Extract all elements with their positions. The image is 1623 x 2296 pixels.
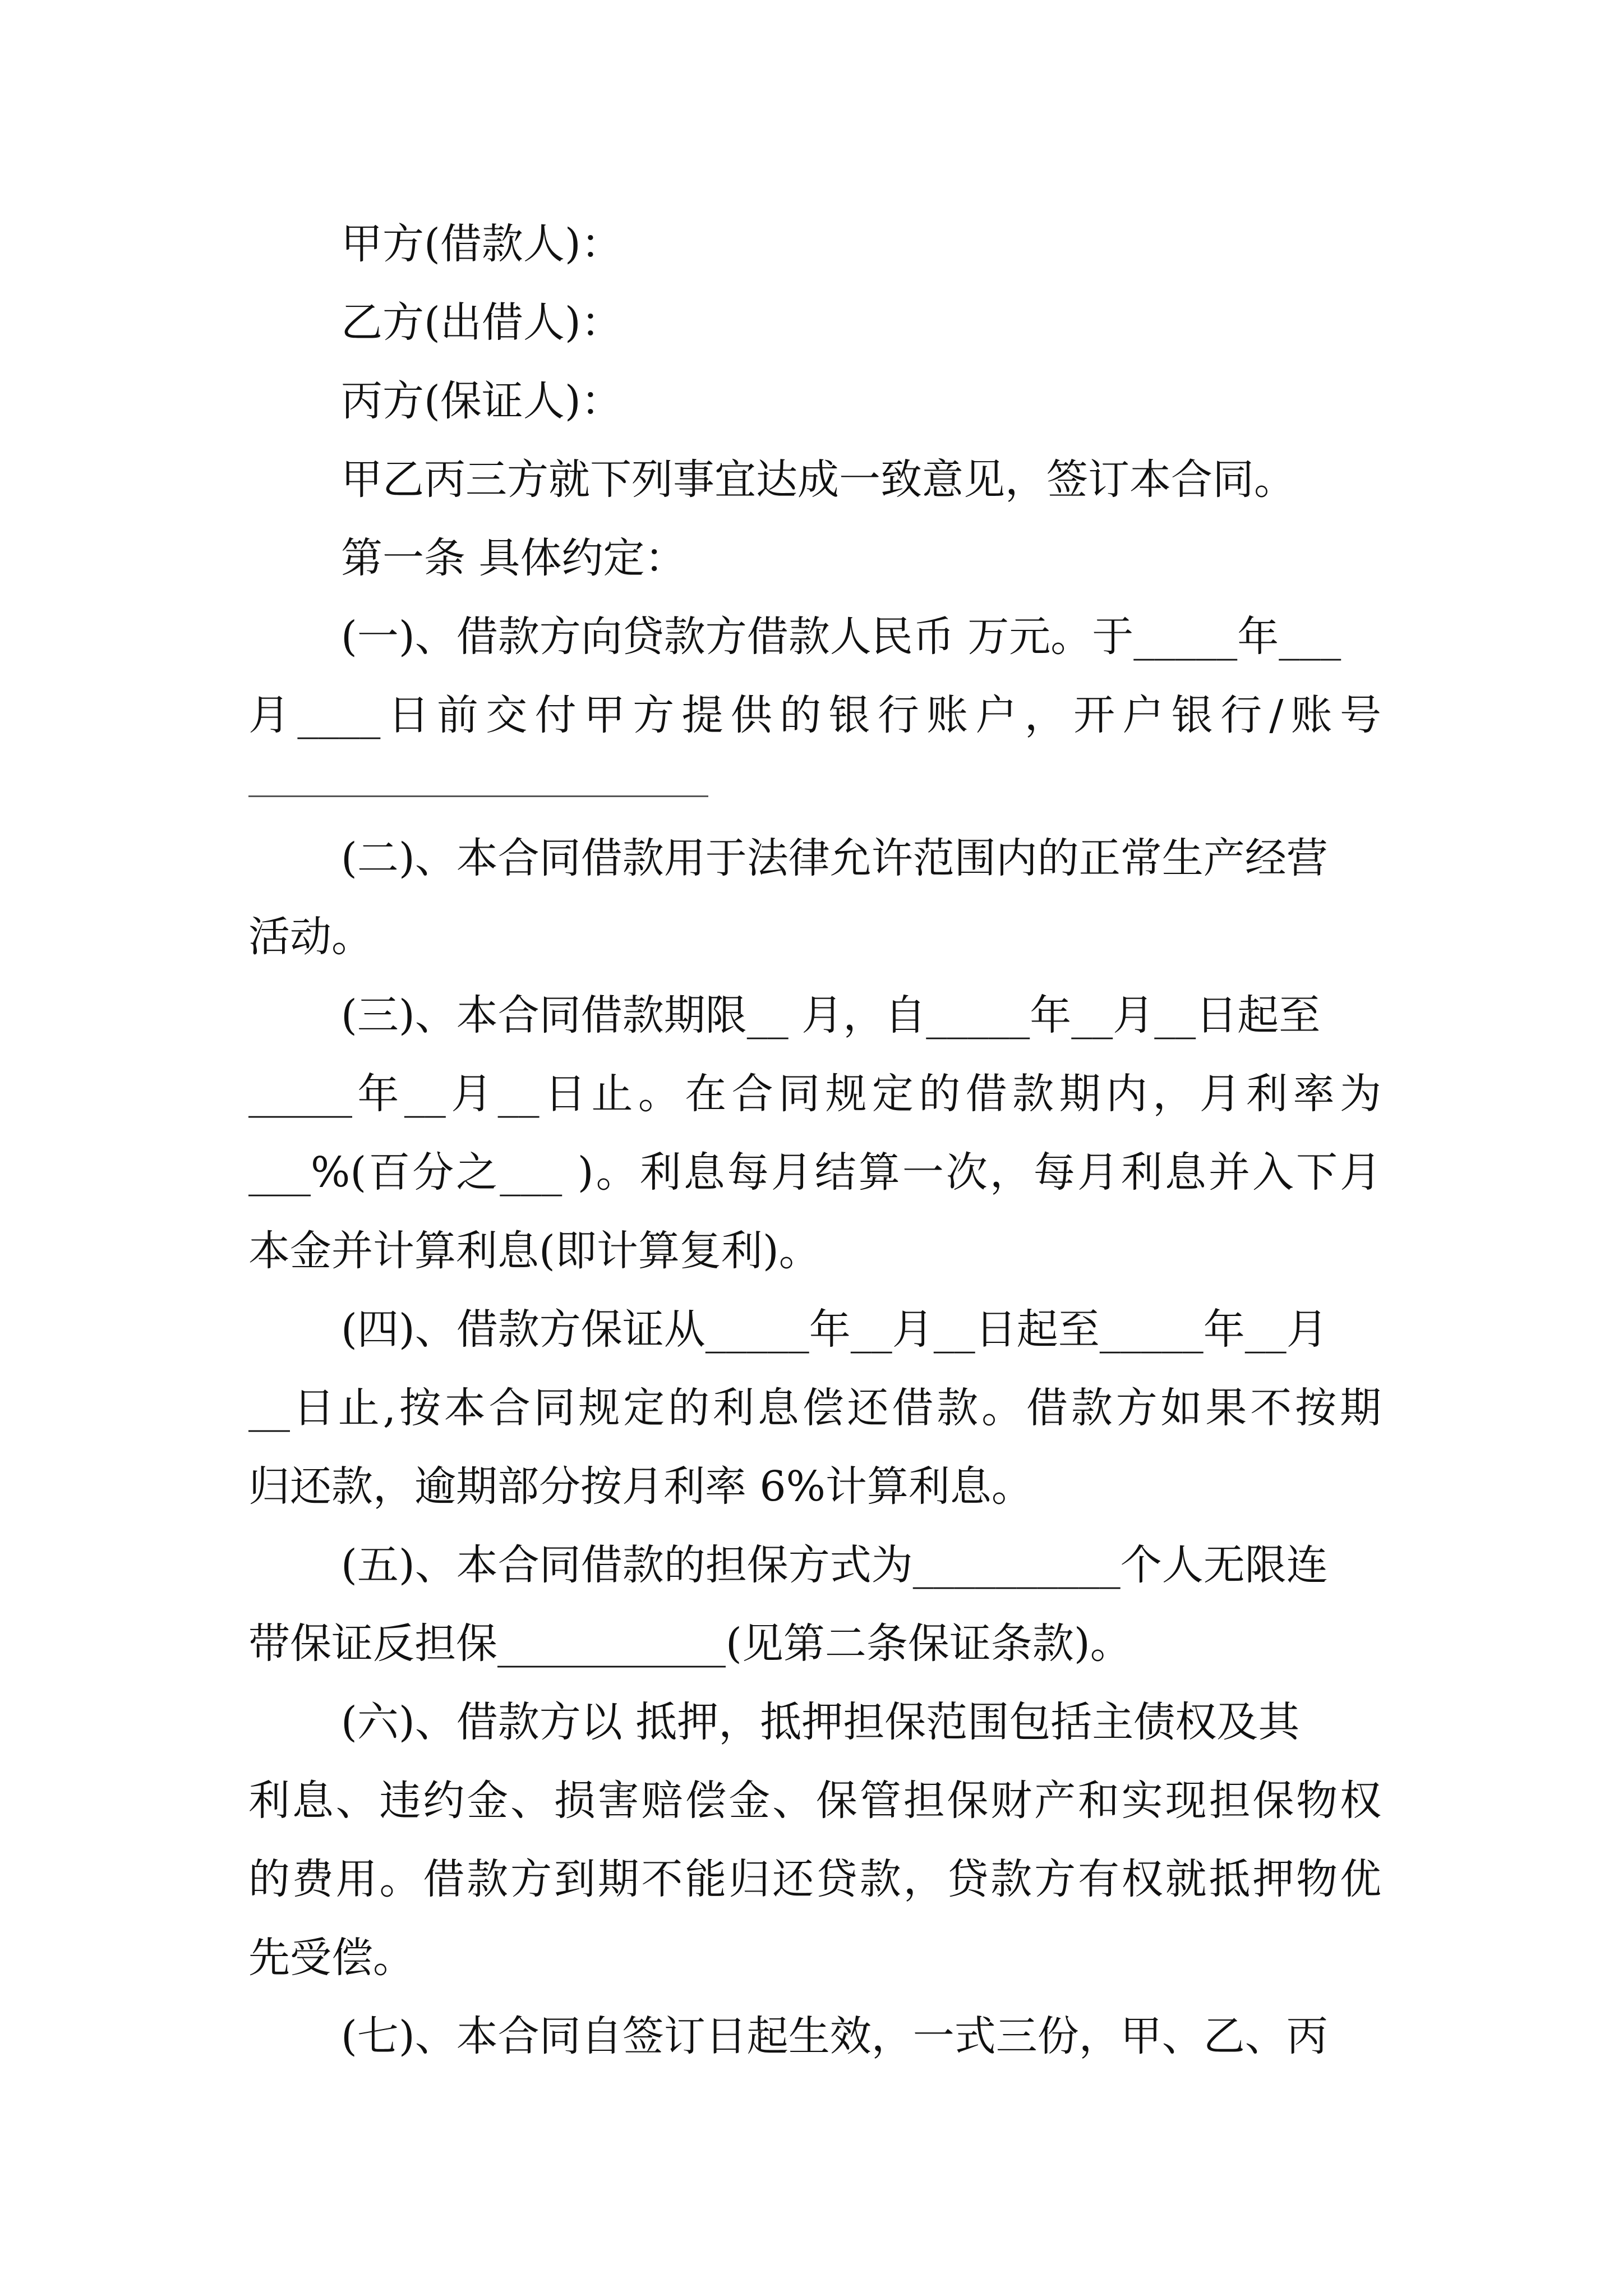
clause-3-line-1: (三)、本合同借款期限__ 月，自_____年__月__日起至 — [341, 991, 1321, 1039]
clause-4-line-3: 归还款，逾期部分按月利率 6%计算利息。 — [248, 1462, 1033, 1511]
party-a-line: 甲方(借款人)： — [341, 220, 623, 268]
clause-6-line-1: (六)、借款方以 抵押，抵押担保范围包括主债权及其 — [341, 1698, 1300, 1746]
clause-1-line-2: 月____日前交付甲方提供的银行账户，开户银行/账号 — [248, 691, 1381, 739]
clause-6-line-4: 先受偿。 — [248, 1934, 414, 1982]
clause-3-line-2: _____年__月__日止。在合同规定的借款期内，月利率为 — [248, 1070, 1381, 1118]
account-blank-rule — [248, 795, 708, 797]
clause-3-line-3: ___%(百分之___ )。利息每月结算一次，每月利息并入下月 — [248, 1148, 1381, 1197]
clause-4-line-1: (四)、借款方保证从_____年__月__日起至_____年__月 — [341, 1305, 1328, 1354]
clause-1-line-1: (一)、借款方向贷款方借款人民币 万元。于_____年___ — [341, 613, 1341, 661]
clause-6-line-2: 利息、违约金、损害赔偿金、保管担保财产和实现担保物权 — [248, 1777, 1381, 1825]
clause-2-line-2: 活动。 — [248, 913, 373, 961]
clause-2-line-1: (二)、本合同借款用于法律允许范围内的正常生产经营 — [341, 834, 1328, 882]
clause-4-line-2: __日止,按本合同规定的利息偿还借款。借款方如果不按期 — [248, 1384, 1381, 1432]
clause-7-line-1: (七)、本合同自签订日起生效，一式三份，甲、乙、丙 — [341, 2012, 1328, 2060]
clause-3-line-4: 本金并计算利息(即计算复利)。 — [248, 1227, 820, 1275]
clause-6-line-3: 的费用。借款方到期不能归还贷款，贷款方有权就抵押物优 — [248, 1855, 1381, 1903]
party-b-line: 乙方(出借人)： — [341, 298, 623, 347]
agreement-intro-line: 甲乙丙三方就下列事宜达成一致意见，签订本合同。 — [341, 455, 1295, 504]
clause-5-line-1: (五)、本合同借款的担保方式为__________个人无限连 — [341, 1541, 1328, 1589]
article-one-heading: 第一条 具体约定： — [341, 534, 686, 582]
clause-5-line-2: 带保证反担保___________(见第二条保证条款)。 — [248, 1619, 1132, 1668]
party-c-line: 丙方(保证人)： — [341, 377, 623, 425]
